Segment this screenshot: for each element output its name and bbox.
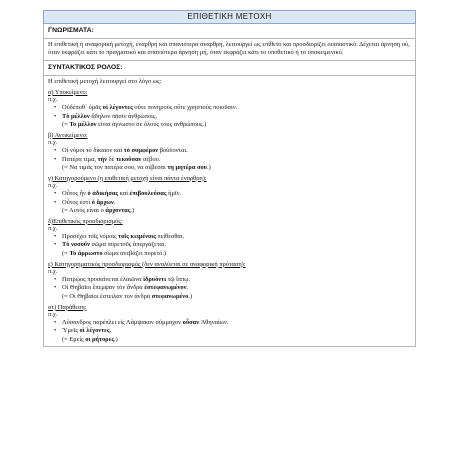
example-label: π.χ. [48, 139, 58, 147]
example-text: (= Αυτός είναι ο [62, 207, 106, 215]
example-label: π.χ. [48, 311, 58, 319]
example-label: π.χ. [48, 96, 58, 104]
example-emphasis: τη μητέρα σου [167, 164, 207, 172]
example-emphasis: ἐπιβουλεύσας [129, 189, 167, 197]
example-item [62, 190, 411, 198]
example-text: Λύσανδρος παρέπλει εἰς Λάμψακον σύμμαχον [62, 318, 183, 326]
example-text: δὲ [107, 155, 116, 163]
example-text: .) [114, 336, 118, 343]
syntax-body [43, 76, 416, 346]
example-emphasis: τὴν [97, 155, 108, 163]
section-heading: στ) Παράθεση: [48, 303, 87, 311]
section-heading: γ) Κατηγορούμενο (η επιθετική μετοχή είναι πάντα έναρθρη): [48, 174, 207, 182]
example-emphasis: τὸ συμφέρον [123, 146, 159, 154]
example-emphasis: τεκοῦσαν [115, 155, 142, 163]
example-emphasis: ἐστεφανωμένον [144, 284, 187, 292]
example-text: σέβου. [141, 155, 161, 163]
example-emphasis: Το μέλλον [69, 121, 97, 129]
example-text: . [113, 198, 116, 206]
example-text: Οἱ Θηβαῖοι ἔπεμψαν τὸν ἄνδρα [62, 284, 145, 292]
translation-note [48, 164, 411, 172]
example-text: καὶ [118, 189, 130, 197]
example-text: . [186, 284, 189, 292]
example-emphasis: οἱ λέγοντες [79, 327, 110, 335]
example-text: (= Εμείς [62, 336, 86, 343]
translation-note [48, 293, 411, 301]
example-item [62, 319, 411, 327]
example-text: Πατέρα τίμα, [62, 155, 98, 163]
example-item [62, 113, 411, 121]
example-item [62, 147, 411, 155]
example-text: (= Οι Θηβαίοι έστειλαν τον άνδρα [62, 293, 152, 301]
example-text: σώμα ανεβάζει πυρετό.) [102, 250, 167, 258]
features-text: Η επιθετική ή αναφορική μετοχή, έναρθρη και σπανιότερα άναρθρη, λειτουργεί ως επίθετο και προσδιορίζει ουσιαστικό. Δέχεται άρνηση ού, όταν εκφράζει κάτι το πραγματικό και σπανιότερα άρνηση μή, όταν εκφράζει κάτι το υποθετικό ή το υποκειμενικό. [48, 41, 410, 56]
translation-note [48, 121, 411, 129]
example-text: Ἀθηναίων. [199, 318, 229, 326]
example-list [48, 319, 411, 335]
example-text: Οὐδέποθ᾽ ὑμᾶς [62, 103, 103, 111]
syntax-box [43, 61, 416, 76]
example-label: π.χ. [48, 225, 58, 233]
example-item [62, 156, 411, 164]
translation-note [48, 207, 411, 215]
example-item [62, 199, 411, 207]
section-heading: β) Αντικείμενο: [48, 131, 88, 139]
syntax-heading: ΣΥΝΤΑΚΤΙΚΟΣ ΡΟΛΟΣ: [48, 64, 123, 72]
example-item [62, 327, 411, 335]
example-text: πείθεσθαι. [155, 232, 185, 240]
example-list [48, 190, 411, 206]
document-page [43, 10, 416, 450]
features-box [43, 24, 416, 39]
example-emphasis: οὖσαν [182, 318, 200, 326]
translation-note [48, 250, 411, 258]
example-text: (= [62, 250, 70, 258]
example-emphasis: οἱ λέγοντες [102, 103, 133, 111]
example-text: ἄδηλον πᾶσιν ἀνθρώποις. [89, 112, 158, 120]
example-label: π.χ. [48, 268, 58, 276]
example-emphasis: Τὸ μέλλον [62, 112, 90, 120]
example-item [62, 284, 411, 292]
example-emphasis: άρχοντας [105, 207, 131, 215]
example-text: (= Να τιμάς τον πατέρα σου, να σέβεσαι [62, 164, 168, 172]
example-emphasis: στεφανωμένο [151, 293, 189, 301]
section-heading: α) Υποκείμενο: [48, 88, 88, 96]
example-text: σῶμα πυρετοῦς ἀπεργάζεται. [89, 241, 167, 249]
example-item [62, 233, 411, 241]
example-text: (= [62, 121, 70, 129]
features-body [43, 39, 416, 61]
example-text: Πατρῴος προσαίνεται ἐλαιῶνα [62, 275, 144, 283]
example-text: Οὗτος ἐστὶ [62, 198, 92, 206]
example-label: π.χ. [48, 182, 58, 190]
features-heading: ΓΝΩΡΙΣΜΑΤΑ: [48, 27, 94, 34]
example-emphasis: τοῖς κειμένοις [118, 232, 156, 240]
example-text: .) [130, 207, 135, 215]
example-text: οὔτε πονηροὺς οὔτε χρηστοὺς ποιοῦσιν. [132, 103, 238, 111]
example-text: Οὗτος ἦν [62, 189, 88, 197]
example-emphasis: ἱδρυόντι [143, 275, 167, 283]
example-text: .) [207, 164, 211, 172]
translation-note [48, 336, 411, 344]
example-list [48, 276, 411, 292]
section-heading: δ)Επιθετικός προσδιορισμός: [48, 217, 123, 225]
example-text: Οἱ νόμοι τὸ δίκαιον καὶ [62, 146, 124, 154]
example-text: Ὑμεῖς [62, 327, 80, 335]
example-text: τῷ ἵππῳ. [166, 275, 191, 283]
example-emphasis: Τὸ νοσοῦν [62, 241, 90, 249]
example-emphasis: Το άρρωστο [69, 250, 103, 258]
example-item [62, 104, 411, 112]
example-list [48, 233, 411, 249]
syntax-intro: Η επιθετική μετοχή λειτουργεί στο λόγο ως: [48, 78, 162, 86]
example-item [62, 241, 411, 249]
example-text: ἡμῖν. [166, 189, 182, 197]
example-emphasis: ὁ ἀδικήσας [87, 189, 119, 197]
example-emphasis: οι ρήτορες [85, 336, 115, 343]
example-text: .) [188, 293, 193, 301]
example-text: είναι άγνωστο σε όλους τους ανθρώπους.) [96, 121, 207, 129]
example-text: . [109, 327, 112, 335]
example-text: Προσέχει τοῖς νόμοις [62, 232, 119, 240]
example-list [48, 104, 411, 120]
example-list [48, 147, 411, 163]
document-title: ΕΠΙΘΕΤΙΚΗ ΜΕΤΟΧΗ [43, 10, 416, 24]
example-item [62, 276, 411, 284]
example-text: βούλονται. [158, 146, 188, 154]
section-heading: ε) Κατηγορηματικός προσδιορισμός (δεν αναλύεται σε αναφορική πρόταση): [48, 260, 246, 268]
example-emphasis: ὁ ἄρχων [91, 198, 114, 206]
